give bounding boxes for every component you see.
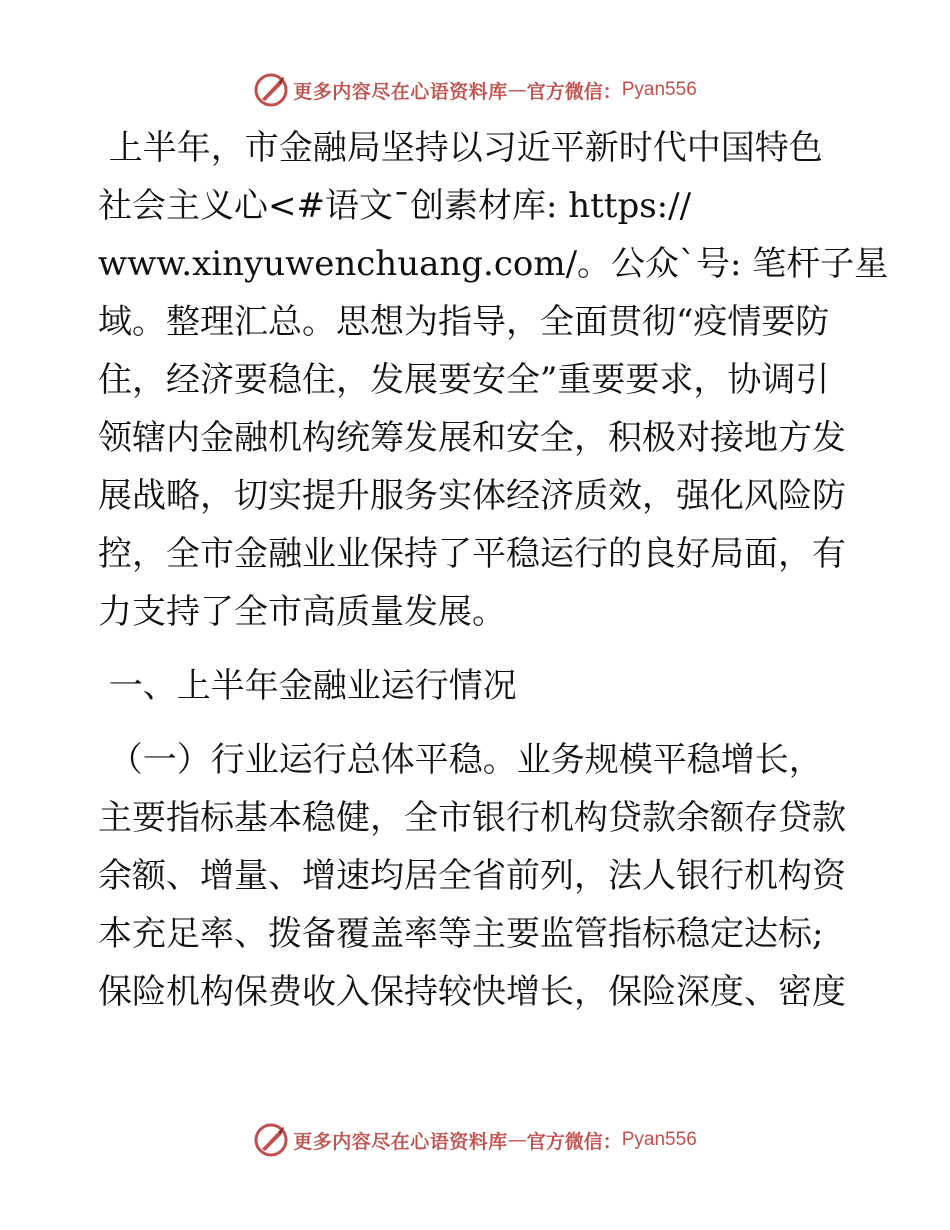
text-line: 力支持了全市高质量发展。 xyxy=(98,592,506,632)
banner-dash: — xyxy=(507,79,527,101)
banner-wechat-id: Pyan556 xyxy=(621,1129,697,1150)
text-line: 主要指标基本稳健，全市银行机构贷款余额存贷款 xyxy=(98,798,846,838)
text-line: 领辖内金融机构统筹发展和安全，积极对接地方发 xyxy=(98,418,846,458)
text-line: 域。整理汇总。思想为指导，全面贯彻“疫情要防 xyxy=(98,302,830,342)
text-line: 本充足率、拨备覆盖率等主要监管指标稳定达标; xyxy=(98,914,824,954)
text-line: 展战略，切实提升服务实体经济质效，强化风险防 xyxy=(98,476,846,516)
quill-pen-icon xyxy=(253,1122,289,1158)
text-line: 住，经济要稳住，发展要安全”重要要求，协调引 xyxy=(98,360,830,400)
banner-title: 更多内容尽在心语资料库 xyxy=(293,80,508,103)
text-line: 保险机构保费收入保持较快增长，保险深度、密度 xyxy=(98,972,846,1012)
text-line: （一）行业运行总体平稳。业务规模平稳增长， xyxy=(98,740,823,780)
footer-banner xyxy=(0,1120,950,1160)
text-line: 控，全市金融业业保持了平稳运行的良好局面，有 xyxy=(98,534,846,574)
header-banner xyxy=(0,70,950,110)
banner-dash: — xyxy=(507,1129,527,1151)
banner-wechat-label: 官方微信： xyxy=(526,80,622,103)
text-line: www.xinyuwenchuang.com/。公众`号: 笔杆子星 xyxy=(98,244,889,284)
section-heading: 一、上半年金融业运行情况 xyxy=(98,666,517,706)
text-line: 上半年，市金融局坚持以习近平新时代中国特色 xyxy=(98,128,823,168)
quill-pen-icon xyxy=(253,72,289,108)
text-line: 社会主义心<#语文¯创素材库: https:// xyxy=(98,186,692,226)
text-line: 余额、增量、增速均居全省前列，法人银行机构资 xyxy=(98,856,846,896)
banner-wechat-label: 官方微信： xyxy=(526,1130,622,1153)
banner-title: 更多内容尽在心语资料库 xyxy=(293,1130,508,1153)
banner-wechat-id: Pyan556 xyxy=(621,79,697,100)
